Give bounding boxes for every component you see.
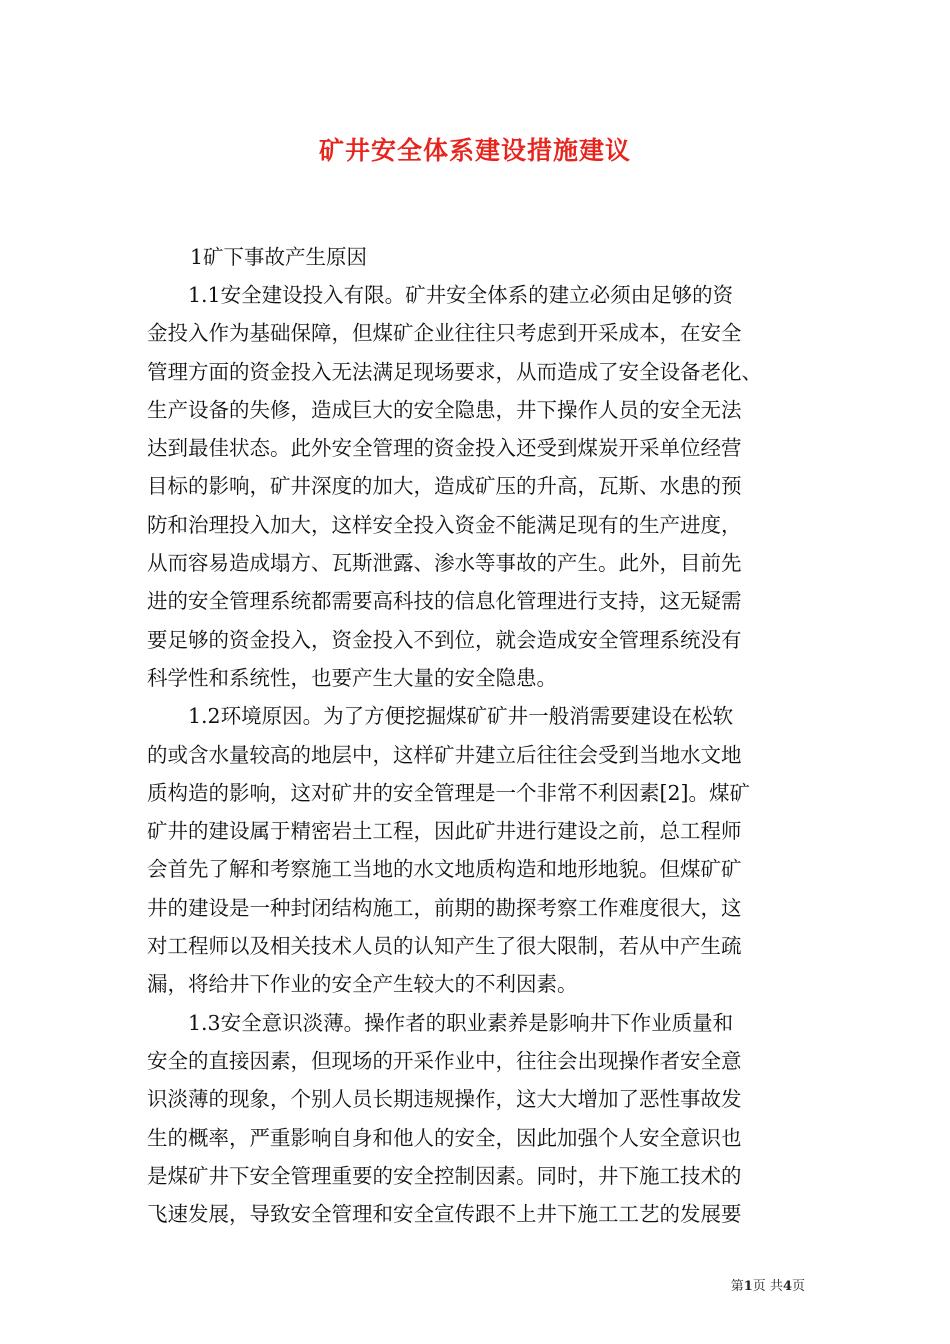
footer-page-number: 1 xyxy=(743,1279,753,1294)
text-line: 进的安全管理系统都需要高科技的信息化管理进行支持，这无疑需 xyxy=(147,589,742,614)
text-line: 质构造的影响，这对矿井的安全管理是一个非常不利因素[2]。煤矿 xyxy=(147,780,751,805)
text-line: 从而容易造成塌方、瓦斯泄露、渗水等事故的产生。此外，目前先 xyxy=(147,551,742,576)
text-line: 1.1安全建设投入有限。矿井安全体系的建立必须由足够的资 xyxy=(147,283,734,307)
text-line: 1.3安全意识淡薄。操作者的职业素养是影响井下作业质量和 xyxy=(147,1010,734,1035)
footer-prefix: 第 xyxy=(730,1279,744,1294)
text-line: 达到最佳状态。此外安全管理的资金投入还受到煤炭开采单位经营 xyxy=(147,436,742,461)
text-line: 识淡薄的现象，个别人员长期违规操作，这大大增加了恶性事故发 xyxy=(147,1087,742,1112)
text-line: 生产设备的失修，造成巨大的安全隐患，井下操作人员的安全无法 xyxy=(147,397,742,422)
section-heading: 1矿下事故产生原因 xyxy=(190,245,368,269)
page-footer xyxy=(731,1275,805,1294)
text-line: 安全的直接因素，但现场的开采作业中，往往会出现操作者安全意 xyxy=(147,1048,742,1073)
footer-total-pages: 4 xyxy=(782,1279,792,1294)
text-line: 要足够的资金投入，资金投入不到位，就会造成安全管理系统没有 xyxy=(147,627,742,652)
text-line: 对工程师以及相关技术人员的认知产生了很大限制，若从中产生疏 xyxy=(147,934,742,959)
footer-middle: 页 共 xyxy=(752,1279,783,1294)
text-line: 漏，将给井下作业的安全产生较大的不利因素。 xyxy=(147,972,578,997)
text-line: 井的建设是一种封闭结构施工，前期的勘探考察工作难度很大，这 xyxy=(147,895,742,920)
text-line: 会首先了解和考察施工当地的水文地质构造和地形地貌。但煤矿矿 xyxy=(147,857,742,882)
text-line: 的或含水量较高的地层中，这样矿井建立后往往会受到当地水文地 xyxy=(147,742,742,767)
text-line: 管理方面的资金投入无法满足现场要求，从而造成了安全设备老化、 xyxy=(147,359,762,384)
footer-suffix: 页 xyxy=(791,1279,805,1294)
document-title: 矿井安全体系建设措施建议 xyxy=(318,136,631,165)
text-line: 防和治理投入加大，这样安全投入资金不能满足现有的生产进度， xyxy=(147,512,742,537)
text-line: 目标的影响，矿井深度的加大，造成矿压的升高，瓦斯、水患的预 xyxy=(147,474,742,499)
text-line: 金投入作为基础保障，但煤矿企业往往只考虑到开采成本，在安全 xyxy=(147,321,742,346)
text-line: 生的概率，严重影响自身和他人的安全，因此加强个人安全意识也 xyxy=(147,1125,742,1150)
text-line: 1.2环境原因。为了方便挖掘煤矿矿井一般消需要建设在松软 xyxy=(147,704,734,729)
text-line: 是煤矿井下安全管理重要的安全控制因素。同时，井下施工技术的 xyxy=(147,1163,742,1188)
body-text xyxy=(147,276,807,1233)
text-line: 矿井的建设属于精密岩土工程，因此矿井进行建设之前，总工程师 xyxy=(147,819,742,844)
text-line: 科学性和系统性，也要产生大量的安全隐患。 xyxy=(147,665,557,690)
text-line: 飞速发展，导致安全管理和安全宣传跟不上井下施工工艺的发展要 xyxy=(147,1202,742,1227)
